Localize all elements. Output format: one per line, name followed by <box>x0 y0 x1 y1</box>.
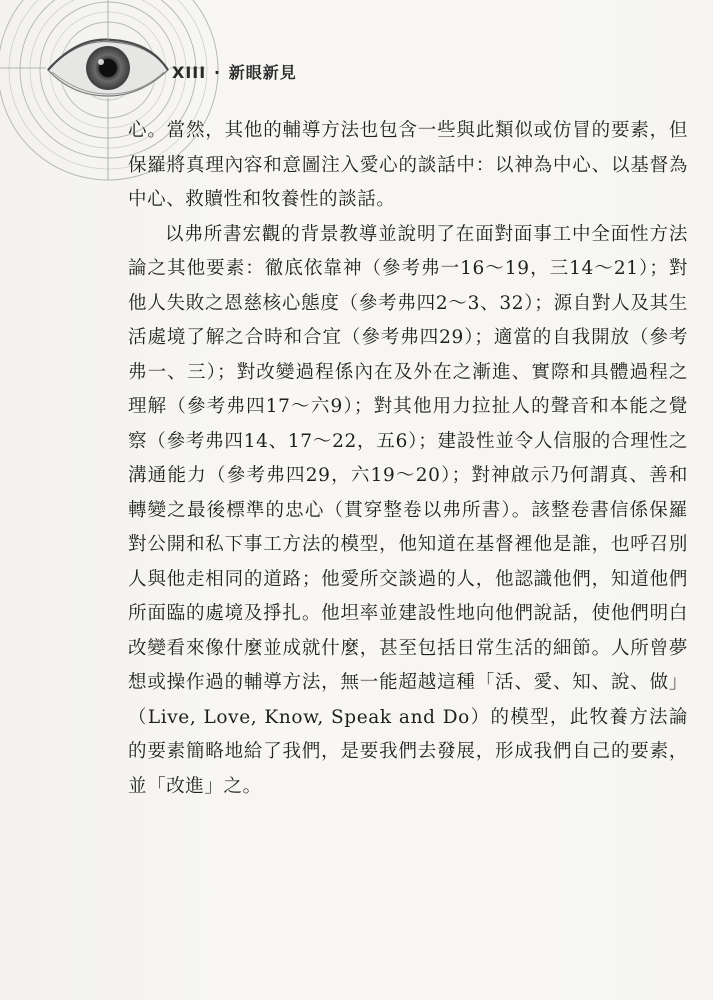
body-text <box>128 114 688 804</box>
paragraph-ephesians-elements: 以弗所書宏觀的背景教導並說明了在面對面事工中全面性方法論之其他要素：徹底依靠神（參考弗一16～19，三14～21）；對他人失敗之恩慈核心態度（參考弗四2～3、32）；源自對人及其生活處境了解之合時和合宜（參考弗四29）；適當的自我開放（參考弗一、三）；對改變過程係內在及外在之漸進、實際和具體過程之理解（參考弗四17～六9）；對其他用力拉扯人的聲音和本能之覺察（參考弗四14、17～22，五6）；建設性並令人信服的合理性之溝通能力（參考弗四29，六19～20）；對神啟示乃何謂真、善和轉變之最後標準的忠心（貫穿整卷以弗所書）。該整卷書信係保羅對公開和私下事工方法的模型，他知道在基督裡他是誰，也呼召別人與他走相同的道路；他愛所交談過的人，他認識他們，知道他們所面臨的處境及掙扎。他坦率並建設性地向他們說話，使他們明白改變看來像什麼並成就什麼，甚至包括日常生活的細節。人所曾夢想或操作過的輔導方法，無一能超越這種「活、愛、知、說、做」（Live, Love, Know, Speak and Do）的模型，此牧養方法論的要素簡略地給了我們，是要我們去發展，形成我們自己的要素，並「改進」之。 <box>128 223 688 797</box>
chapter-title: 新眼新見 <box>228 63 297 82</box>
paragraph-continuation: 心。當然，其他的輔導方法也包含一些與此類似或仿冒的要素，但保羅將真理內容和意圖注入愛心的談話中：以神為中心、以基督為中心、救贖性和牧養性的談話。 <box>128 120 688 210</box>
running-header <box>172 60 297 83</box>
chapter-number: XIII <box>172 63 207 82</box>
header-separator: ‧ <box>214 63 221 82</box>
